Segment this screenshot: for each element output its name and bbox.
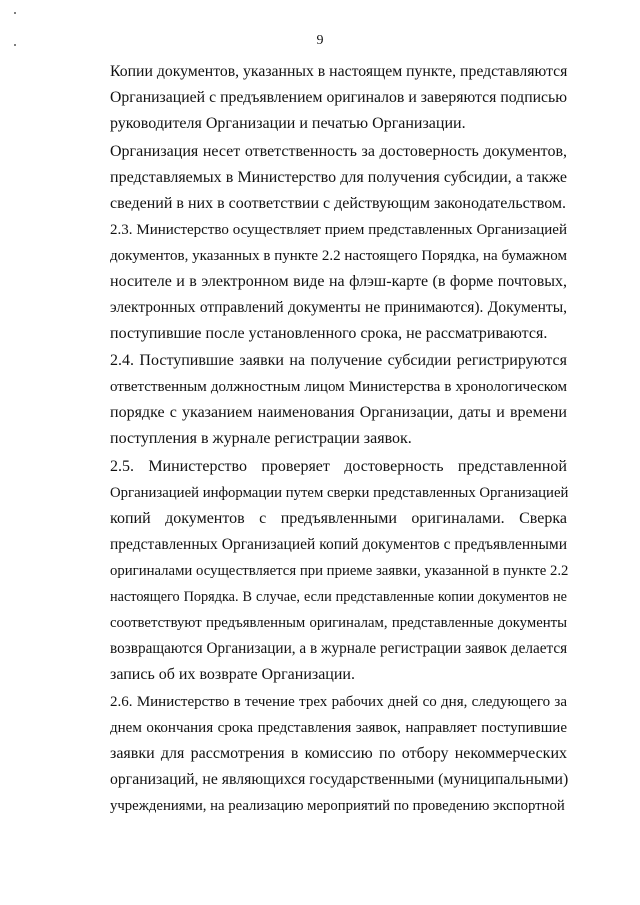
paragraph-line: руководителя Организации и печатью Организации. — [110, 115, 466, 132]
paragraph — [79, 348, 567, 452]
paragraph-line: запись об их возврате Организации. — [110, 666, 355, 683]
paragraph-line: поступления в журнале регистрации заявок. — [110, 430, 412, 447]
paragraph — [79, 139, 567, 217]
paragraph-line: Копии документов, указанных в настоящем пункте, представляются — [110, 63, 568, 80]
paragraph-line: носителе и в электронном виде на флэш-карте (в форме почтовых, — [110, 273, 567, 290]
paragraph — [79, 454, 567, 688]
paragraph-line: днем окончания срока представления заявок, направляет поступившие — [110, 720, 567, 736]
paragraph-line: порядке с указанием наименования Организации, даты и времени — [110, 404, 567, 421]
paragraph-line: копий документов с предъявленными оригиналами. Сверка — [110, 510, 567, 527]
paragraph-line: возвращаются Организации, а в журнале регистрации заявок делается — [110, 640, 568, 657]
paragraph-line: настоящего Порядка. В случае, если представленные копии документов не — [110, 589, 567, 605]
paragraph-line: Организацией информации путем сверки представленных Организацией — [110, 485, 569, 501]
paragraph-line: сведений в них в соответствии с действующим законодательством. — [110, 195, 567, 212]
paragraph-line: Организация несет ответственность за достоверность документов, — [110, 143, 567, 160]
paragraph-line: учреждениями, на реализацию мероприятий по проведению экспортной — [110, 798, 565, 814]
paragraph-line: 2.3. Министерство осуществляет прием представленных Организацией — [110, 222, 567, 238]
paragraph-line: 2.5. Министерство проверяет достоверность представленной — [110, 458, 567, 475]
paragraph-line: организаций, не являющихся государственными (муниципальными) — [110, 771, 569, 788]
page-number: 9 — [316, 33, 324, 48]
paragraph-line: Организацией с предъявлением оригиналов и заверяются подписью — [110, 89, 567, 106]
paragraph-line: 2.6. Министерство в течение трех рабочих дней со дня, следующего за — [110, 694, 567, 710]
paragraph-line: поступившие после установленного срока, не рассматриваются. — [110, 325, 548, 342]
scan-speck — [14, 12, 16, 14]
paragraph-line: оригиналами осуществляется при приеме заявки, указанной в пункте 2.2 — [110, 563, 569, 579]
paragraph-line: представленных Организацией копий документов с предъявленными — [110, 536, 567, 553]
paragraph — [79, 689, 567, 819]
paragraph — [79, 217, 567, 347]
paragraph-line: заявки для рассмотрения в комиссию по отбору некоммерческих — [110, 745, 567, 762]
paragraph-line: ответственным должностным лицом Министерства в хронологическом — [110, 379, 567, 395]
paragraph-line: 2.4. Поступившие заявки на получение субсидии регистрируются — [110, 352, 567, 369]
paragraph-line: представляемых в Министерство для получения субсидии, а также — [110, 169, 567, 186]
paragraph-line: документов, указанных в пункте 2.2 настоящего Порядка, на бумажном — [110, 248, 567, 264]
paragraph-line: соответствуют предъявленным оригиналам, представленные документы — [110, 615, 567, 631]
paragraph-line: электронных отправлений документы не принимаются). Документы, — [110, 299, 567, 316]
paragraph — [79, 59, 567, 137]
